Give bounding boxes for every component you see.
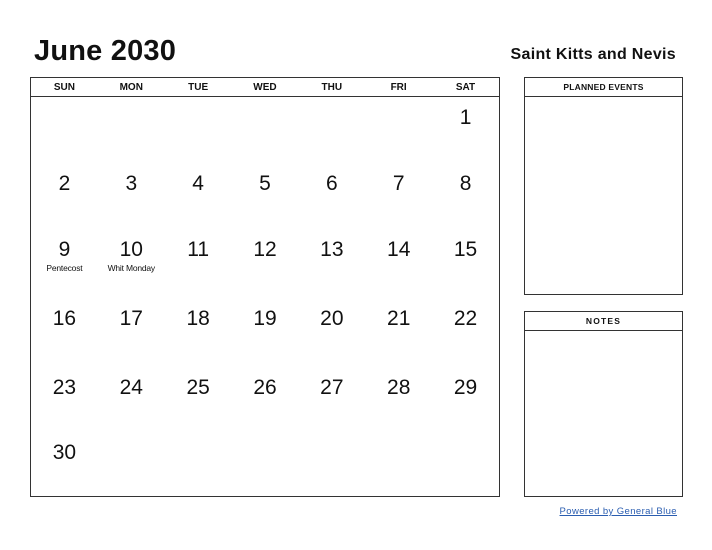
weekday-sat: SAT [455,82,476,93]
notes-box [524,311,683,497]
day-number: 4 [192,172,204,195]
weekday-mon: MON [119,82,143,93]
day-cell [31,238,97,274]
day-cell [98,307,164,331]
powered-by-link[interactable]: Powered by General Blue [559,506,677,517]
day-number: 8 [459,172,472,195]
day-number: 24 [119,376,143,399]
day-number: 21 [387,307,411,330]
planned-events-header: PLANNED EVENTS [525,78,682,97]
day-cell [98,376,164,400]
day-cell [366,376,432,400]
country-name: Saint Kitts and Nevis [510,46,676,63]
weekday-thu: THU [321,82,343,93]
day-number: 22 [453,307,478,330]
day-number: 26 [253,376,277,399]
notes-header: NOTES [525,312,682,331]
day-number: 5 [259,172,271,195]
day-cell [31,172,97,196]
weekday-fri: FRI [390,82,407,93]
day-number: 2 [58,172,71,195]
day-cell [366,172,432,196]
weekday-header-row [31,78,499,97]
day-cell [232,307,298,331]
day-number: 17 [119,307,143,330]
day-number: 11 [187,238,210,261]
day-number: 18 [186,307,210,330]
day-number: 10 [119,238,143,261]
day-number: 6 [326,172,338,195]
day-cell [366,238,432,262]
day-number: 19 [253,307,277,330]
day-number: 30 [52,441,77,464]
day-number: 12 [253,238,277,261]
weekday-tue: TUE [188,82,209,93]
day-cell [165,238,231,262]
day-cell [165,307,231,331]
day-number: 16 [52,307,77,330]
day-number: 7 [392,172,405,195]
day-number: 3 [125,172,138,195]
day-number: 15 [453,238,478,261]
day-cell [165,376,231,400]
day-cell [433,106,499,130]
planned-events-box [524,77,683,295]
day-number: 9 [58,238,71,261]
day-cell [232,172,298,196]
day-cell [31,441,97,465]
day-cell [299,307,365,331]
day-cell [433,238,499,262]
day-cell [165,172,231,196]
day-number: 1 [459,106,472,129]
holiday-label: Whit Monday [107,263,155,273]
day-number: 28 [387,376,411,399]
day-number: 25 [186,376,210,399]
day-cell [299,238,365,262]
day-number: 23 [52,376,77,399]
day-cell [299,172,365,196]
day-number: 29 [453,376,478,399]
day-cell [232,376,298,400]
day-cell [232,238,298,262]
day-cell [98,238,164,274]
weekday-sun: SUN [53,82,75,93]
day-number: 27 [320,376,344,399]
day-number: 13 [320,238,344,261]
day-cell [98,172,164,196]
weekday-wed: WED [253,82,277,93]
calendar-grid [30,77,500,497]
day-cell [299,376,365,400]
holiday-label: Pentecost [46,263,83,273]
day-cell [31,307,97,331]
day-cell [433,172,499,196]
day-cell [31,376,97,400]
day-number: 20 [320,307,344,330]
day-cell [433,376,499,400]
day-cell [366,307,432,331]
day-number: 14 [387,238,411,261]
page-title: June 2030 [34,35,177,67]
day-cell [433,307,499,331]
